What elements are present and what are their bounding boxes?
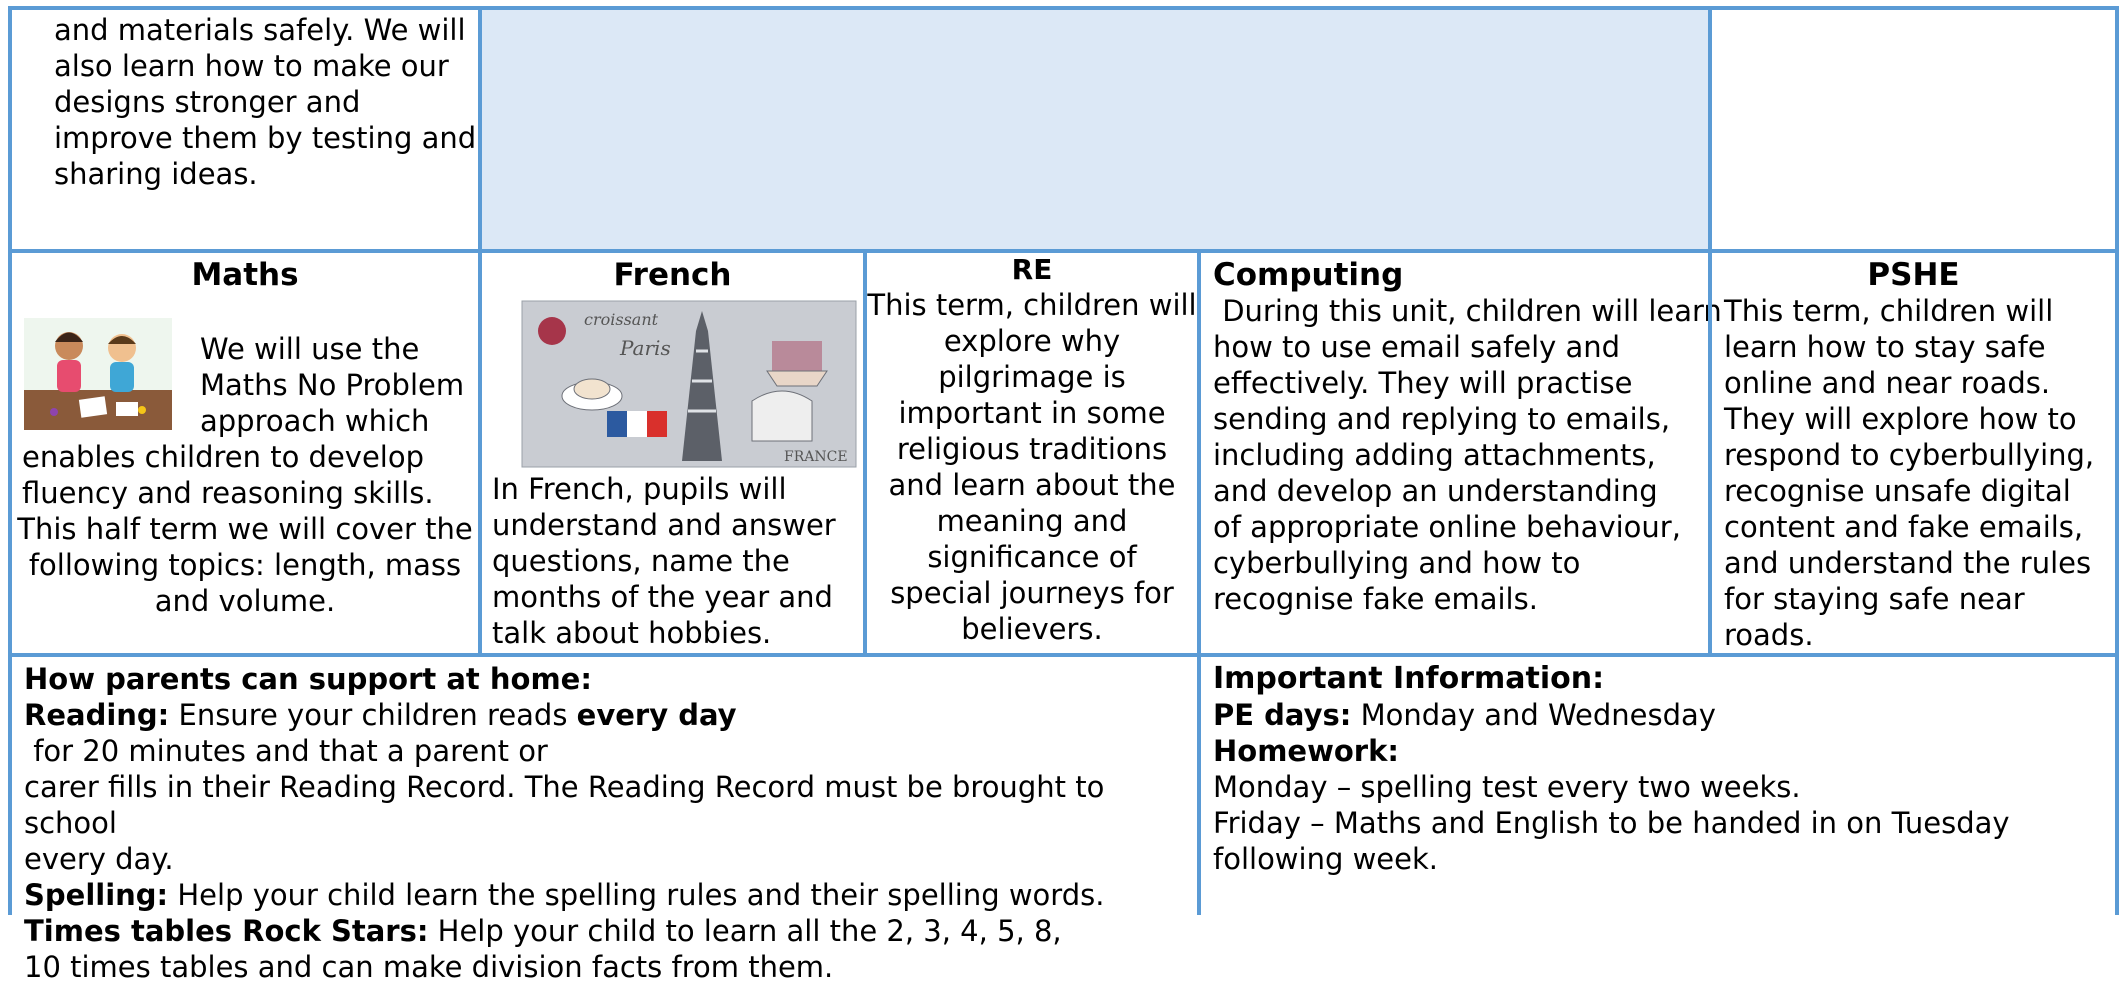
spelling-label: Spelling: bbox=[24, 878, 169, 912]
reading-text-2: for 20 minutes and that a parent or bbox=[24, 734, 548, 768]
french-title: French bbox=[613, 257, 732, 293]
maths-line: We will use the bbox=[200, 332, 420, 366]
shaded-empty-cell bbox=[478, 6, 1712, 253]
french-line: questions, name the bbox=[492, 544, 790, 578]
french-line: months of the year and bbox=[492, 580, 833, 614]
re-line: explore why bbox=[943, 324, 1121, 358]
pshe-line: They will explore how to bbox=[1724, 402, 2077, 436]
pshe-line: This term, children will bbox=[1724, 294, 2054, 328]
pshe-line: roads. bbox=[1724, 618, 1814, 652]
dt-line: also learn how to make our bbox=[54, 49, 449, 83]
computing-line: how to use email safely and bbox=[1213, 330, 1621, 364]
parents-support-cell bbox=[8, 653, 1201, 984]
paris-word: Paris bbox=[620, 336, 671, 360]
reading-line-2: carer fills in their Reading Record. The Reading Record must be brought to school bbox=[24, 770, 1105, 840]
dt-cell bbox=[8, 6, 482, 253]
re-content bbox=[867, 253, 1197, 647]
homework-line: following week. bbox=[1213, 842, 1439, 876]
french-line: understand and answer bbox=[492, 508, 836, 542]
maths-line: enables children to develop bbox=[22, 440, 424, 474]
re-line: important in some bbox=[898, 396, 1166, 430]
re-line: special journeys for bbox=[890, 576, 1174, 610]
re-line: religious traditions bbox=[896, 432, 1168, 466]
spelling-paragraph bbox=[24, 877, 1197, 913]
pshe-title: PSHE bbox=[1867, 257, 1960, 293]
ttrs-paragraph bbox=[24, 913, 1197, 949]
dt-line: and materials safely. We will bbox=[54, 13, 466, 47]
pe-label: PE days: bbox=[1213, 698, 1352, 732]
re-line: significance of bbox=[927, 540, 1137, 574]
computing-line: including adding attachments, bbox=[1213, 438, 1656, 472]
french-cell bbox=[478, 249, 867, 657]
dt-line: improve them by testing and bbox=[54, 121, 477, 155]
computing-line: of appropriate online behaviour, bbox=[1213, 510, 1681, 544]
children-working-icon bbox=[24, 318, 172, 430]
french-line: talk about hobbies. bbox=[492, 616, 772, 650]
dt-line: sharing ideas. bbox=[54, 157, 258, 191]
maths-center-text bbox=[12, 511, 478, 619]
croissant-word: croissant bbox=[584, 310, 659, 329]
info-content bbox=[1213, 661, 2010, 877]
pe-text: Monday and Wednesday bbox=[1351, 698, 1716, 732]
ttrs-text: Help your child to learn all the 2, 3, 4, 5, 8, bbox=[428, 914, 1062, 948]
french-text bbox=[492, 471, 836, 651]
computing-line: cyberbullying and how to bbox=[1213, 546, 1581, 580]
maths-line: Maths No Problem bbox=[200, 368, 465, 402]
pe-days-line bbox=[1213, 697, 2010, 733]
maths-beside-image-text bbox=[200, 331, 464, 439]
re-line: and learn about the bbox=[888, 468, 1176, 502]
computing-line: sending and replying to emails, bbox=[1213, 402, 1671, 436]
pshe-line: content and fake emails, bbox=[1724, 510, 2084, 544]
reading-line-3: every day. bbox=[24, 842, 174, 876]
maths-title: Maths bbox=[191, 257, 299, 293]
reading-paragraph bbox=[24, 697, 1197, 769]
pshe-line: recognise unsafe digital bbox=[1724, 474, 2071, 508]
spelling-text: Help your child learn the spelling rules and their spelling words. bbox=[168, 878, 1105, 912]
computing-title: Computing bbox=[1213, 257, 1404, 293]
maths-left-text bbox=[22, 439, 434, 511]
empty-right-cell bbox=[1708, 6, 2119, 253]
ttrs-label: Times tables Rock Stars: bbox=[24, 914, 429, 948]
info-heading: Important Information: bbox=[1213, 661, 1605, 696]
french-line: In French, pupils will bbox=[492, 472, 787, 506]
reading-label: Reading: bbox=[24, 698, 170, 732]
re-cell bbox=[863, 249, 1201, 657]
ttrs-line-2: 10 times tables and can make division facts from them. bbox=[24, 950, 834, 984]
maths-line: fluency and reasoning skills. bbox=[22, 476, 434, 510]
parents-content bbox=[24, 661, 1197, 985]
dt-text bbox=[54, 12, 476, 192]
paris-collage-icon bbox=[522, 301, 856, 467]
pshe-line: learn how to stay safe bbox=[1724, 330, 2046, 364]
pshe-cell bbox=[1708, 249, 2119, 657]
computing-line: and develop an understanding bbox=[1213, 474, 1658, 508]
computing-line: recognise fake emails. bbox=[1213, 582, 1538, 616]
re-line: believers. bbox=[961, 612, 1103, 646]
pshe-line: respond to cyberbullying, bbox=[1724, 438, 2095, 472]
maths-line: and volume. bbox=[154, 584, 336, 618]
dt-line: designs stronger and bbox=[54, 85, 361, 119]
re-line: This term, children will bbox=[867, 288, 1197, 322]
maths-line: approach which bbox=[200, 404, 430, 438]
maths-line: This half term we will cover the bbox=[17, 512, 473, 546]
pshe-text bbox=[1724, 293, 2094, 653]
homework-line: Friday – Maths and English to be handed in on Tuesday bbox=[1213, 806, 2010, 840]
re-line: meaning and bbox=[936, 504, 1128, 538]
computing-cell bbox=[1197, 249, 1722, 657]
computing-line: effectively. They will practise bbox=[1213, 366, 1633, 400]
reading-text-1: Ensure your children reads bbox=[169, 698, 577, 732]
homework-line: Monday – spelling test every two weeks. bbox=[1213, 770, 1801, 804]
parents-heading: How parents can support at home: bbox=[24, 662, 592, 696]
maths-cell bbox=[8, 249, 482, 657]
maths-line: following topics: length, mass bbox=[28, 548, 462, 582]
computing-content bbox=[1213, 257, 1722, 617]
re-line: pilgrimage is bbox=[938, 360, 1126, 394]
important-info-cell bbox=[1197, 653, 2119, 915]
pshe-line: online and near roads. bbox=[1724, 366, 2051, 400]
pshe-line: for staying safe near bbox=[1724, 582, 2025, 616]
homework-label: Homework: bbox=[1213, 734, 1399, 768]
computing-line: During this unit, children will learn bbox=[1213, 294, 1722, 328]
pshe-line: and understand the rules bbox=[1724, 546, 2092, 580]
reading-bold: every day bbox=[576, 698, 737, 732]
france-word: FRANCE bbox=[784, 449, 848, 465]
re-title: RE bbox=[1011, 253, 1053, 286]
